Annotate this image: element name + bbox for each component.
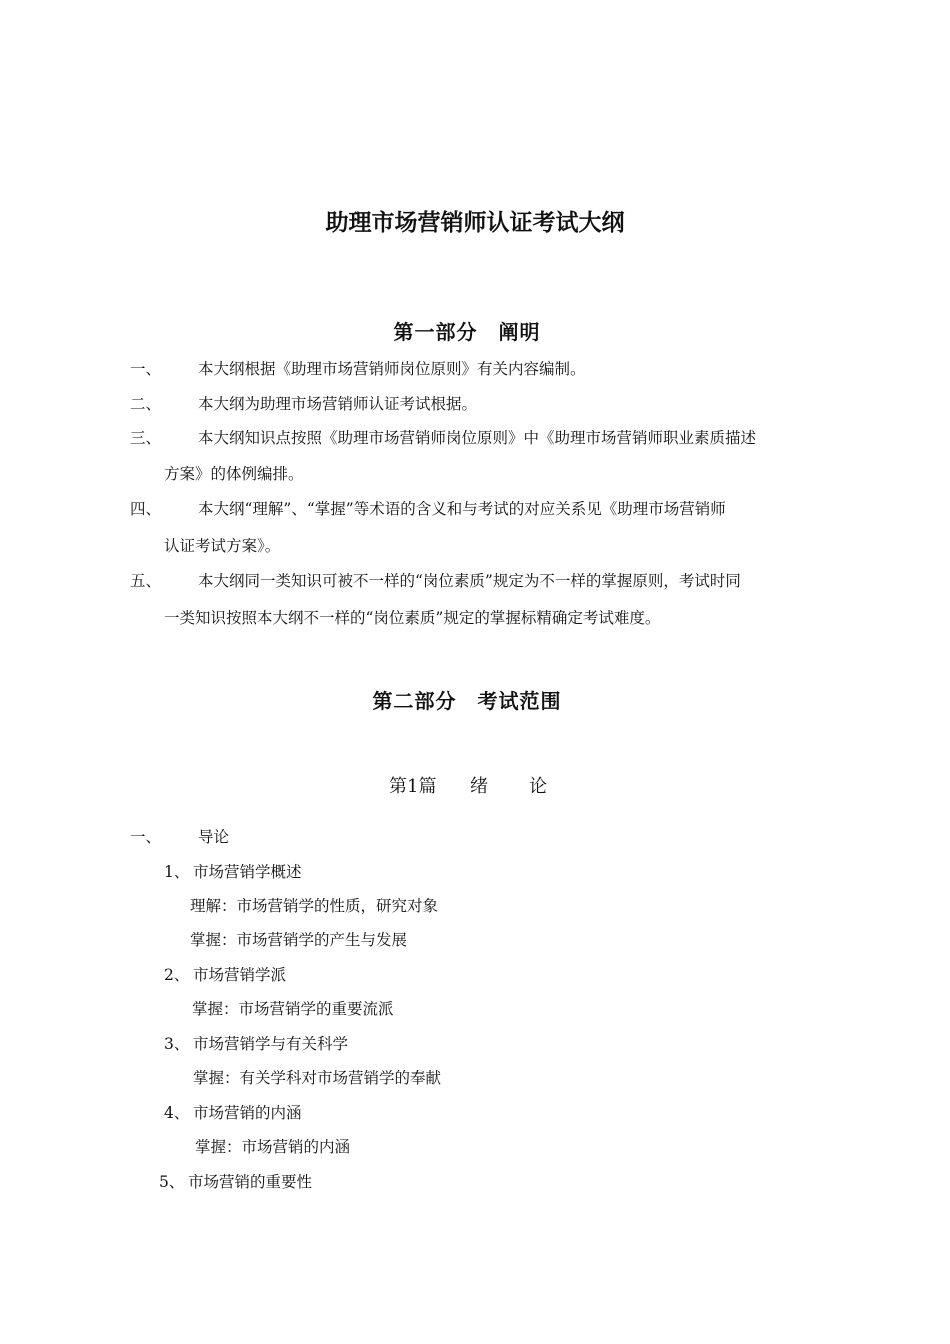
item3-text-cont: 方案》的体例编排。 [164, 465, 304, 483]
chapter-number: 第1篇 [389, 776, 437, 797]
detail-2: 掌握：市场营销学的产生与发展 [190, 931, 408, 949]
topic-5-label: 市场营销的重要性 [188, 1173, 313, 1191]
item4-number: 四、 [130, 500, 162, 518]
detail-1: 理解：市场营销学的性质，研究对象 [190, 897, 439, 915]
topic-1-label: 市场营销学概述 [193, 863, 302, 881]
part2-heading: 第二部分 考试范围 [372, 689, 562, 713]
topic-2-label: 市场营销学派 [193, 966, 287, 984]
topic-4-label: 市场营销的内涵 [193, 1104, 302, 1122]
document-title: 助理市场营销师认证考试大纲 [325, 210, 625, 236]
detail-4: 掌握：有关学科对市场营销学的奉献 [193, 1069, 442, 1087]
item2-text: 本大纲为助理市场营销师认证考试根据。 [198, 395, 478, 413]
item1-text: 本大纲根据《助理市场营销师岗位原则》有关内容编制。 [198, 360, 586, 378]
chapter-name-char-2: 论 [529, 776, 547, 797]
item2-number: 二、 [130, 395, 162, 413]
topic-3-label: 市场营销学与有关科学 [193, 1035, 349, 1053]
topic-4-number: 4、 [164, 1104, 190, 1122]
item5-text: 本大纲同一类知识可被不一样的“岗位素质”规定为不一样的掌握原则，考试时同 [198, 572, 741, 590]
item4-text-cont: 认证考试方案》。 [164, 537, 281, 555]
item3-number: 三、 [130, 429, 162, 447]
detail-5: 掌握：市场营销的内涵 [195, 1138, 351, 1156]
item4-text: 本大纲“理解”、“掌握”等术语的含义和与考试的对应关系见《助理市场营销师 [198, 500, 726, 518]
item1-number: 一、 [130, 360, 162, 378]
item5-number: 五、 [130, 572, 162, 590]
section-number: 一、 [130, 828, 162, 846]
chapter-name-char-1: 绪 [470, 776, 488, 797]
detail-3: 掌握：市场营销学的重要流派 [192, 1000, 394, 1018]
part1-heading: 第一部分 阐明 [393, 320, 541, 344]
topic-3-number: 3、 [164, 1035, 190, 1053]
topic-5-number: 5、 [159, 1173, 185, 1191]
section-label: 导论 [198, 828, 230, 846]
item5-text-cont: 一类知识按照本大纲不一样的“岗位素质”规定的掌握标精确定考试难度。 [164, 609, 661, 627]
topic-2-number: 2、 [164, 966, 190, 984]
topic-1-number: 1、 [164, 863, 190, 881]
item3-text: 本大纲知识点按照《助理市场营销师岗位原则》中《助理市场营销师职业素质描述 [198, 429, 757, 447]
